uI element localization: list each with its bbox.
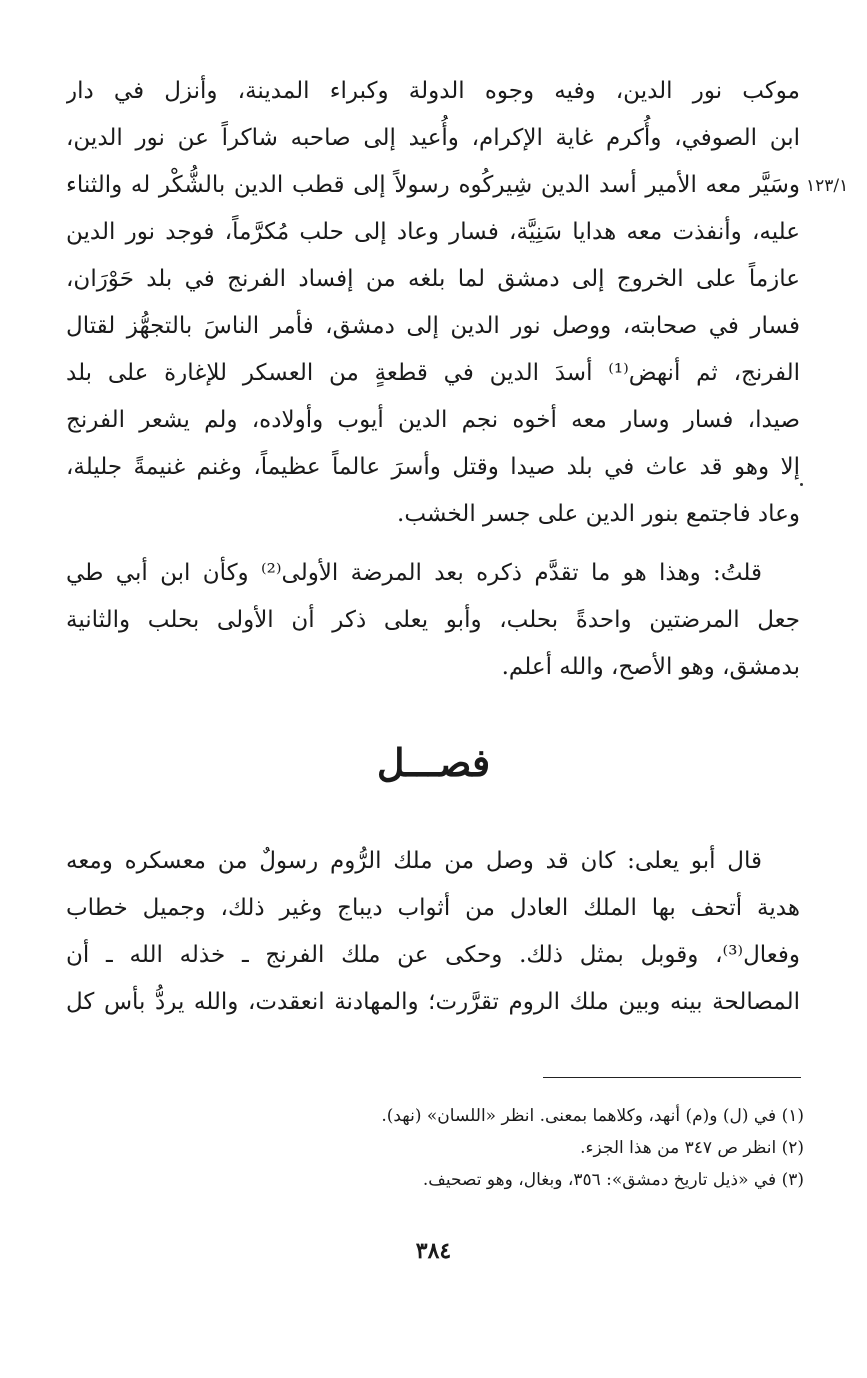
footnote: (٣) في «ذيل تاريخ دمشق»: ٣٥٦، وبغال، وهو تصحيف. <box>422 1170 804 1190</box>
footnote: (١) في (ل) و(م) أنهد، وكلاهما بمعنى. انظر «اللسان» (نهد). <box>381 1106 804 1126</box>
text-line: وفعال⁽³⁾، وقوبل بمثل ذلك. وحكى عن ملك الفرنج ـ خذله الله ـ أن <box>66 942 800 968</box>
text-line: عليه، وأنفذت معه هدايا سَنِيَّة، فسار وعاد إلى حلب مُكرَّماً، فوجد نور الدين <box>66 219 800 245</box>
note-paragraph <box>66 550 800 691</box>
margin-reference: ١٢٣/١ <box>806 176 849 196</box>
text-line: وسَيَّر معه الأمير أسد الدين شِيركُوه رسولاً إلى قطب الدين بالشُّكْر له والثناء <box>66 172 800 198</box>
footnotes <box>200 1100 804 1196</box>
footnote-divider <box>543 1077 801 1078</box>
text-line: المصالحة بينه وبين ملك الروم تقرَّرت؛ والمهادنة انعقدت، والله يردُّ بأس كل <box>66 989 800 1015</box>
text-line: عازماً على الخروج إلى دمشق لما بلغه من إفساد الفرنج في بلد حَوْرَان، <box>66 266 800 292</box>
main-paragraph <box>66 68 800 538</box>
text-line: الفرنج، ثم أنهض⁽¹⁾ أسدَ الدين في قطعةٍ من العسكر للإغارة على بلد <box>66 360 800 386</box>
text-line: ابن الصوفي، وأُكرم غاية الإكرام، وأُعيد إلى صاحبه شاكراً عن نور الدين، <box>66 125 800 151</box>
text-line: قلتُ: وهذا هو ما تقدَّم ذكره بعد المرضة الأولى⁽²⁾ وكأن ابن أبي طي <box>66 560 762 586</box>
text-line: قال أبو يعلى: كان قد وصل من ملك الرُّوم رسولٌ من معسكره ومعه <box>66 848 762 874</box>
text-line: وعاد فاجتمع بنور الدين على جسر الخشب. <box>397 501 800 527</box>
text-line: جعل المرضتين واحدةً بحلب، وأبو يعلى ذكر أن الأولى بحلب والثانية <box>66 607 800 633</box>
text-line: صيدا، فسار وسار معه أخوه نجم الدين أيوب وأولاده، ولم يشعر الفرنج <box>66 407 800 433</box>
section-heading: فصـــل <box>376 740 491 785</box>
text-line: فسار في صحابته، ووصل نور الدين إلى دمشق، فأمر الناسَ بالتجهُّز لقتال <box>66 313 800 339</box>
text-line: بدمشق، وهو الأصح، والله أعلم. <box>501 654 800 680</box>
section-paragraph <box>66 838 800 1026</box>
ink-dot <box>800 483 803 486</box>
text-line: هدية أتحف بها الملك العادل من أثواب ديباج وغير ذلك، وجميل خطاب <box>66 895 800 921</box>
text-line: موكب نور الدين، وفيه وجوه الدولة وكبراء المدينة، وأنزل في دار <box>66 78 800 104</box>
text-line: إلا وهو قد عاث في بلد صيدا وقتل وأسرَ عالماً عظيماً، وغنم غنيمةً جليلة، <box>66 454 800 480</box>
page-number: ٣٨٤ <box>415 1238 452 1264</box>
footnote: (٢) انظر ص ٣٤٧ من هذا الجزء. <box>580 1138 804 1158</box>
